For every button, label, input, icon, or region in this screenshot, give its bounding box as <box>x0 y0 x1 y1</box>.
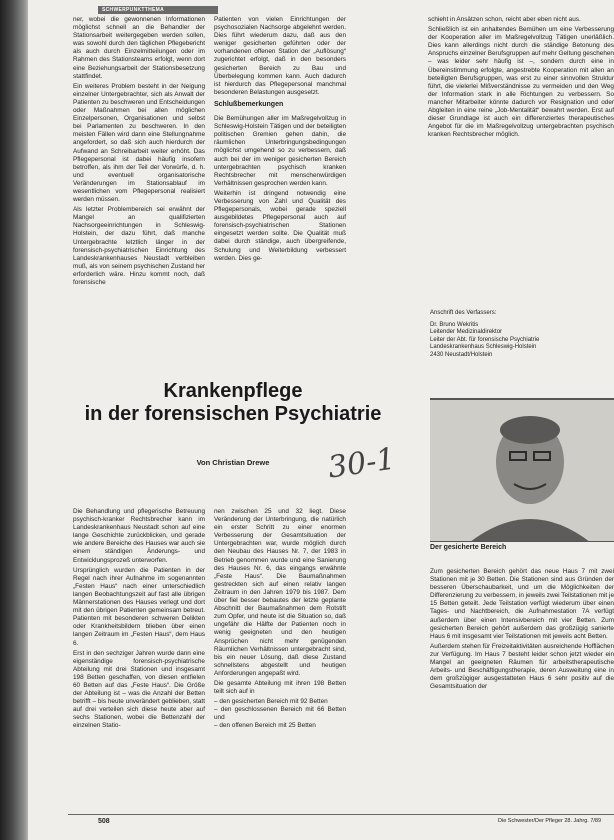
column-6 <box>430 568 614 693</box>
list-item: – den gesicherten Bereich mit 92 Betten <box>214 698 328 706</box>
paragraph: Die gesamte Abteilung mit ihren 198 Betten teilt sich auf in <box>214 679 346 696</box>
paragraph: schieht in Ansätzen schon, reicht aber eben nicht aus. <box>428 16 581 23</box>
paragraph: Weiterhin ist dringend notwendig eine Verbesserung von Zahl und Qualität des Pflegepersonals, wobei gerade speziell ausgebildetes Pflegepersonal auch auf forensisch-psychiatrischen Stationen eingesetzt werden sollte. Die Qualität muß dabei durch ständige, auch übergreifende, Schulung und Weiterbildung verbessert werden. Dies ge- <box>214 189 346 262</box>
portrait-image <box>430 400 614 542</box>
author-photo <box>430 398 614 542</box>
column-2 <box>214 16 346 265</box>
handwritten-note: 30-1 <box>325 441 398 486</box>
section-header-label: SCHWERPUNKTTHEMA <box>102 7 165 13</box>
journal-citation: Die Schwester/Der Pfleger 28. Jahrg. 7/89 <box>498 818 602 824</box>
title-line-1: Krankenpflege <box>163 380 303 402</box>
paragraph: Erst in den sechziger Jahren wurde dann eine eigenständige forensisch-psychiatrische Abteilung mit drei Stationen und insgesamt 198 Betten geschaffen, von diesen entfielen 60 Betten auf das „Feste Haus“. Die Größe der Abteilung ist – was die Anzahl der Betten betrifft – bis heute unverändert geblieben, statt auf drei verteilen sich diese heute aber auf sechs Stationen, wobei die Bettenzahl der einzelnen Statio- <box>73 649 205 730</box>
paragraph: Ursprünglich wurden die Patienten in der Regel nach ihrer Aufnahme im sogenannten „Festen Haus“ nach einer unterschiedlich langen Beobachtungszeit auf fast alle übrigen Männerstationen des Hauses verlegt und dort mit den übrigen Patienten gemeinsam betreut. Patienten mit besonderen schweren Delikten oder Krankheitsbildern blieben über einen langen Zeitraum im „Festen Haus“, dem Haus 6. <box>73 566 205 647</box>
column-3 <box>428 16 614 141</box>
author-line: Leiter der Abt. für forensische Psychiatrie <box>430 336 540 343</box>
paragraph: Zum gesicherten Bereich gehört das neue Haus 7 mit zwei Stationen mit je 30 Betten. Die Stationen sind aus Gründen der besseren Überschaubarkeit, und um die Möglichkeiten der Differenzierung zu verbessern, in jeweils zwei Teilstationen mit je 15 Betten geteilt. Jede Teilstation verfügt wiederum über einen Tages- und Nachtbereich, die Aufnahmestation 7A verfügt außerdem über einen Intensivbereich mit vier Betten. Zum gesicherten Bereich gehört außerdem das großzügig sanierte Haus 6 mit insgesamt vier Teilstationen mit jeweils acht Betten. <box>430 568 614 640</box>
paragraph: Als letzter Problembereich sei erwähnt der Mangel an qualifizierten Nachsorgeeinrichtungen in Schleswig-Holstein, der dazu führt, daß manche Untergebrachte letztlich länger in der forensisch-psychiatrischen Einrichtung des Landeskrankenhauses Neustadt verbleiben muß, als von seinem psychischen Zustand her erforderlich wäre. Hinzu kommt noch, daß forensische <box>73 206 205 286</box>
paragraph: ner, wobei die gewonnenen Informationen möglichst schnell an die Behandler der Stationsarbeit weitergegeben werden sollen, was sowohl durch den täglichen Pflegebericht als auch durch Einzelmitteilungen oder im Rahmen des Stationsteams erfolgt, wenn dort eine Beziehungsarbeit der Stationsbesetzung stattfindet. <box>73 16 205 80</box>
paragraph: Die Behandlung und pflegerische Betreuung psychisch-kranker Rechtsbrecher kann im Landeskrankenhaus Neustadt schon auf eine lange Geschichte zurückblicken, und gerade wie andere Bereiche des Hauses war auch sie einem ständigen Änderungs- und Entwicklungsprozeß unterworfen. <box>73 508 205 564</box>
section-header <box>98 6 218 14</box>
magazine-page <box>28 0 614 840</box>
photo-caption: Der gesicherte Bereich <box>430 541 614 551</box>
page-number: 508 <box>98 818 110 825</box>
author-line: Leitender Medizinaldirektor <box>430 329 503 336</box>
article-byline: Von Christian Drewe <box>196 458 270 467</box>
footer-divider <box>68 814 614 815</box>
list-item: – den geschlossenen Bereich mit 66 Betten und <box>214 706 346 722</box>
paragraph: Die Bemühungen aller im Maßregelvollzug in Schleswig-Holstein Tätigen und der beteiligten politischen Gremien gehen dahin, die räumlichen Unterbringungsbedingungen möglichst umgehend so zu verbessern, daß auch bei der im weniger gesicherten Bereich untergebrachten psychisch kranken Rechtsbrecher mit menschenwürdigen Verhältnissen gesprochen werden kann. <box>214 115 346 187</box>
author-address <box>430 310 580 360</box>
section-heading: Schlußbemerkungen <box>214 100 284 108</box>
paragraph: Schließlich ist ein anhaltendes Bemühen um eine Verbesserung der Kooperation aller im Maßregelvollzug Tätigen unerläßlich. Dies kann allerdings nicht durch die ständige Betonung des Anspruchs einzelner Berufsgruppen auf mehr Geltung geschehen – was leider sehr häufig ist –, sondern durch eine in Übereinstimmung erfolgte, angestrebte Kooperation mit allen an beteiligten Berufsgruppen, was erst zu einer sinnvollen Struktur führt, die vielerlei Mißverständnisse zu vermeiden und den Weg der Information stark in alle Richtungen zu verbessern. So mancher Mitarbeiter könnte dadurch vor Resignation und oder Abgleiten in eine reine „Job-Mentalität“ bewahrt werden. Erst auf dieser Grundlage ist auch ein differenziertes therapeutisches Angebot für die im Maßregelvollzug untergebrachten psychisch kranken Rechtsbrecher möglich. <box>428 26 614 139</box>
author-line: Landeskrankenhaus Schleswig-Holstein <box>430 344 537 351</box>
author-line: 2430 Neustadt/Holstein <box>430 351 493 358</box>
book-spine-shadow <box>0 0 30 840</box>
paragraph: nen zwischen 25 und 32 liegt. Diese Veränderung der Unterbringung, die natürlich ein erster Schritt zu einer enormen Verbesserung der Gesamtsituation der Untergebrachten war, wurde möglich durch den Neubau des Hauses Nr. 7, der 1983 in Betrieb genommen wurde und eine Sanierung des Hauses Nr. 6, das eingangs erwähnte „Feste Haus“. Die Baumaßnahmen gestreckten sich auf einen relativ langen Zeitraum in den Jahren 1979 bis 1987. Dem über fiel besser bebautes der letzte geplante Abschnitt der Baumaßnahmen dem Rotstift zum Opfer, und heute ist die Situation so, daß ungefähr die Hälfte der Patienten noch in wenig geeigneten und den heutigen Ansprüchen nicht mehr genügenden Räumlichen Verhältnissen untergebracht sind, bis ein neuer Lösung, daß diese Zustand schnellstens abgestellt und heutigen Anforderungen angepaßt wird. <box>214 508 346 677</box>
list-item: – den offenen Bereich mit 25 Betten <box>214 722 316 730</box>
paragraph: Außerdem stehen für Freizeitaktivitäten ausreichende Hofflächen zur Verfügung. Im Haus 7 besteht leider schon jetzt wieder ein Mangel an geeigneten Räumen für arbeitstherapeutische Arbeits- und Beschäftigungstherapie, deren Ausweitung eine in dem großzügiger ausgestatteten Haus 6 sehr positiv auf die Gesamtsituation der <box>430 642 614 691</box>
author-line: Dr. Bruno Wekritis <box>430 321 479 328</box>
author-address-label: Anschrift des Verfassers: <box>430 310 497 316</box>
paragraph: Ein weiteres Problem besteht in der Neigung einzelner Untergebrachter, sich als Anwalt der Patienten zu beschweren und Entscheidungen oder Maßnahmen bei allen möglichen Einzelpersonen, Organisationen und selbst bei Parlamenten zu beschweren. In den meisten Fällen wird dann eine Stellungnahme angefordert, so daß sich auch hierdurch der Aufwand an Schreibarbeit weiter erhöht. Das Pflegepersonal ist dabei häufig insofern betroffen, als ihm der Teil der Vorwürfe, d. h. und eventuell organisatorische Veränderungen im Stationsablauf im wesentlichen vom Pflegepersonal realisiert werden müssen. <box>73 82 205 204</box>
column-5 <box>214 508 346 731</box>
title-line-2: in der forensischen Psychiatrie <box>84 403 382 425</box>
column-1 <box>73 16 205 289</box>
paragraph: Patienten von vielen Einrichtungen der psychosozialen Nachsorge abgelehnt werden. Dies führt wiederum dazu, daß aus den weniger gesicherten geführten oder der vorhandenen offenen Station der „Auflösung“ zugerichtet erfolgt, daß in den besonders gesicherten Bereich zu Bau und Überbelegung kommen kann. Auch dadurch ist hierdurch das Pflegepersonal manchmal besonderen Belastungen ausgesetzt. <box>214 16 346 96</box>
column-4 <box>73 508 205 733</box>
article-title <box>68 380 398 426</box>
